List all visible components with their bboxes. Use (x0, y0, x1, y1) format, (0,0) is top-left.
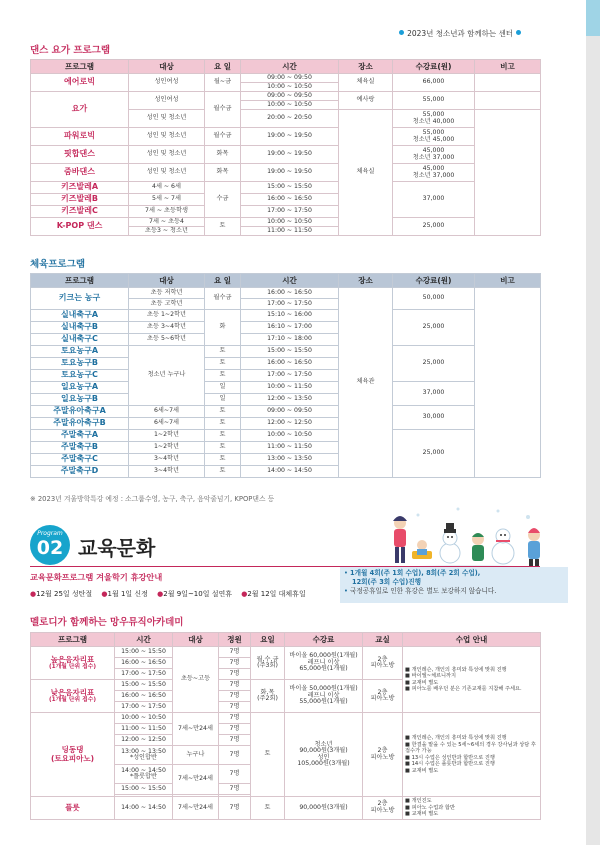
dot-icon (516, 30, 521, 35)
target: 성인 및 청소년 (129, 146, 205, 164)
fee (393, 164, 475, 182)
closure-date (30, 590, 92, 598)
time: 11:00 ~ 11:50 (241, 227, 339, 236)
fee-line: 청소년 37,000 (412, 171, 455, 179)
target: 초등 저학년 (129, 288, 205, 299)
program-badge (30, 525, 70, 565)
bullet-icon: ● (157, 590, 164, 598)
target: 초등 고학년 (129, 299, 205, 310)
day (251, 680, 285, 713)
fee-line: 90,000원(3개월) (299, 747, 348, 754)
capacity: 7명 (219, 680, 251, 691)
col-time: 시간 (115, 633, 173, 647)
day: 화목 (205, 146, 241, 164)
target: 7세 ~ 초등4 (129, 218, 205, 227)
time-text: *성인합반 (129, 754, 157, 761)
fee-line: 65,000원(1개월) (299, 665, 348, 673)
col-place: 장소 (339, 60, 393, 74)
time: 10:00 ~ 11:50 (241, 382, 339, 394)
day: 수금 (205, 182, 241, 218)
program-name: 파워로빅 (31, 128, 129, 146)
target: 청소년 누구나 (129, 346, 205, 406)
day: 토 (251, 797, 285, 820)
guide-item: ■ 개인레슨, 개인의 흥미와 특성에 맞춰 진행 (405, 666, 507, 673)
bullet-icon: • (344, 586, 350, 595)
program-name: 토요농구C (31, 370, 129, 382)
page-edge-band (586, 0, 600, 845)
target: 성인여성 (129, 92, 205, 110)
target: 7세~만24세 (173, 797, 219, 820)
time: 19:00 ~ 19:50 (241, 146, 339, 164)
target: 3~4학년 (129, 454, 205, 466)
guide-item: ■ 피아노 수업과 합반 (405, 804, 455, 811)
note (475, 92, 541, 110)
dot-icon (399, 30, 404, 35)
col-capacity: 정원 (219, 633, 251, 647)
day: 토 (205, 466, 241, 478)
fee-line: 45,000 (422, 147, 445, 154)
time: 11:00 ~ 11:50 (241, 442, 339, 454)
guide-text: 바이엘~체르니까지 (411, 673, 456, 679)
time: 16:00 ~ 16:50 (241, 194, 339, 206)
fee (285, 647, 363, 680)
col-note: 비고 (475, 60, 541, 74)
guide-item: ■ 교재비 별도 (405, 679, 439, 686)
closure-date-text: 1월 1일 신정 (107, 590, 148, 598)
day: 월수금 (205, 288, 241, 310)
program-name-text: 높은음자리표 (50, 654, 95, 664)
day: 일 (205, 394, 241, 406)
col-room: 교실 (363, 633, 403, 647)
header-tag (396, 28, 524, 39)
program-title: 교육문화 (78, 536, 156, 560)
fee (285, 713, 363, 797)
guide-text: 교재비 별도 (411, 767, 439, 774)
class-info-line (344, 587, 564, 596)
program-name: 주말유아축구A (31, 406, 129, 418)
day-text: 월,수,금 (256, 655, 279, 663)
day: 토 (205, 218, 241, 236)
capacity: 7명 (219, 784, 251, 795)
page-edge-tab (586, 0, 600, 36)
time: 15:00 ~ 15:50 (241, 182, 339, 194)
program-name: 줌바댄스 (31, 164, 129, 182)
time: 15:00 ~ 15:50 (241, 346, 339, 358)
time: 16:00 ~ 16:50 (115, 691, 173, 702)
time: 16:00 ~ 16:50 (241, 358, 339, 370)
program-name: 키즈발레A (31, 182, 129, 194)
day: 월수금 (205, 92, 241, 128)
program-name: 키즈발레B (31, 194, 129, 206)
fee: 25,000 (393, 218, 475, 236)
program-name: 일요농구A (31, 382, 129, 394)
capacity: 7명 (219, 702, 251, 713)
col-target: 대상 (173, 633, 219, 647)
col-time: 시간 (241, 274, 339, 288)
guide-item: ■ 13시 수업은 성인반과 합반으로 진행 (405, 754, 495, 761)
day: 토 (205, 358, 241, 370)
guide-text: 14시 수업은 플룻반과 합반으로 진행 (411, 761, 495, 767)
place: 체육관 (339, 288, 393, 478)
fee: 37,000 (393, 382, 475, 406)
time: 16:10 ~ 17:00 (241, 322, 339, 334)
fee-line: 55,000 (422, 129, 445, 136)
program-badge-number: 02 (36, 537, 64, 559)
fee (285, 680, 363, 713)
col-day: 요일 (251, 633, 285, 647)
day: 화목 (205, 164, 241, 182)
room (363, 797, 403, 820)
room-text: 피아노방 (370, 753, 395, 761)
program-name: 실내축구C (31, 334, 129, 346)
program-name-text: 딩동댕 (61, 745, 84, 754)
time: 17:00 ~ 17:50 (241, 299, 339, 310)
note (475, 74, 541, 92)
time: 10:00 ~ 10:50 (241, 430, 339, 442)
target: 3~4학년 (129, 466, 205, 478)
fee-line: 105,000원(3개월) (297, 760, 350, 767)
guide-text: 개인진도 (411, 798, 432, 804)
fee-line: 바이올 50,000원(1개월) (289, 685, 358, 693)
closure-date (157, 590, 232, 598)
col-program: 프로그램 (31, 274, 129, 288)
program-name: 토요농구A (31, 346, 129, 358)
col-target: 대상 (129, 274, 205, 288)
program-name: 키크는 농구 (31, 288, 129, 310)
program-sub: (1개월 단위 접수) (49, 697, 96, 703)
program-name: 키즈발레C (31, 206, 129, 218)
fee-line: 청소년 45,000 (412, 135, 455, 143)
class-info-text: 국정공휴일로 인한 휴강은 별도 보강하지 않습니다. (350, 586, 497, 595)
time-text: *플룻합반 (129, 773, 157, 780)
target: 초등3 ~ 청소년 (129, 227, 205, 236)
time: 16:00 ~ 16:50 (115, 658, 173, 669)
room (363, 713, 403, 797)
capacity: 7명 (219, 669, 251, 680)
program-sub: (토요피아노) (50, 753, 95, 763)
fee-line: 55,000 (422, 111, 445, 118)
time: 16:00 ~ 16:50 (241, 288, 339, 299)
note (475, 110, 541, 236)
time: 15:00 ~ 15:50 (115, 647, 173, 658)
col-day: 요 일 (205, 274, 241, 288)
day-text: 화,목 (260, 688, 275, 696)
day: 일 (205, 382, 241, 394)
guide (403, 647, 541, 713)
target: 성인 및 청소년 (129, 164, 205, 182)
target: 초등 3~4학년 (129, 322, 205, 334)
time: 12:00 ~ 13:50 (241, 394, 339, 406)
place: 체육실 (339, 74, 393, 92)
program-name: 핏합댄스 (31, 146, 129, 164)
guide-text: 교재비 별도 (411, 679, 439, 686)
program-name: 일요농구B (31, 394, 129, 406)
time: 14:00 ~ 14:50 (241, 466, 339, 478)
capacity: 7명 (219, 658, 251, 669)
col-time: 시간 (241, 60, 339, 74)
day-text: (주2회) (257, 695, 278, 702)
room (363, 647, 403, 680)
dance-section-title: 댄스 요가 프로그램 (30, 45, 111, 56)
bullet-icon: ● (241, 590, 248, 598)
day: 토 (205, 430, 241, 442)
col-fee: 수강료(원) (393, 274, 475, 288)
target: 초등 1~2학년 (129, 310, 205, 322)
note (475, 288, 541, 478)
program-name: 주말유아축구B (31, 418, 129, 430)
target: 4세 ~ 6세 (129, 182, 205, 194)
time: 19:00 ~ 19:50 (241, 128, 339, 146)
target: 7세 ~ 초등학생 (129, 206, 205, 218)
time: 17:00 ~ 17:50 (241, 206, 339, 218)
time: 19:00 ~ 19:50 (241, 164, 339, 182)
program-name: 에어로빅 (31, 74, 129, 92)
room-text: 2층 (377, 688, 388, 696)
time: 17:00 ~ 17:50 (115, 702, 173, 713)
col-program: 프로그램 (31, 633, 115, 647)
fee: 30,000 (393, 406, 475, 430)
day (251, 647, 285, 680)
time: 14:00 ~ 14:50 (115, 797, 173, 820)
program-name: 토요농구B (31, 358, 129, 370)
fee: 66,000 (393, 74, 475, 92)
time: 09:00 ~ 09:50 (241, 406, 339, 418)
capacity: 7명 (219, 691, 251, 702)
time-text: 13:00 ~ 13:50 (121, 747, 166, 755)
program-name: 요가 (31, 92, 129, 128)
day: 월~금 (205, 74, 241, 92)
fee (393, 128, 475, 146)
room-text: 2층 (377, 747, 388, 754)
target: 초등 5~6학년 (129, 334, 205, 346)
guide-text: 피아노 수업과 합반 (411, 804, 455, 811)
target: 초등~고등 (173, 647, 219, 713)
day: 토 (205, 346, 241, 358)
fee: 50,000 (393, 288, 475, 310)
capacity: 7명 (219, 797, 251, 820)
program-name: 실내축구A (31, 310, 129, 322)
program-name: 주말축구D (31, 466, 129, 478)
fee-line: 청소년 37,000 (412, 153, 455, 161)
guide-item: ■ 14시 수업은 플룻반과 합반으로 진행 (405, 761, 495, 767)
col-day: 요 일 (205, 60, 241, 74)
day: 토 (205, 418, 241, 430)
fee-line: 바이올 60,000원(1개월) (289, 652, 358, 660)
guide (403, 797, 541, 820)
guide-text: 교재비 별도 (411, 811, 439, 817)
time: 20:00 ~ 20:50 (241, 110, 339, 128)
program-name: 주말축구B (31, 442, 129, 454)
capacity: 7명 (219, 724, 251, 735)
header-tag-text: 2023년 청소년과 함께하는 센터 (407, 29, 513, 38)
target: 6세~7세 (129, 406, 205, 418)
program-name (31, 647, 115, 680)
fee-line: 청소년 40,000 (412, 117, 455, 125)
target: 성인 및 청소년 (129, 128, 205, 146)
target: 1~2학년 (129, 430, 205, 442)
day-text: (주3회) (257, 662, 278, 669)
closure-dates (30, 589, 313, 599)
guide (403, 713, 541, 797)
day: 토 (205, 406, 241, 418)
melody-table (30, 632, 541, 820)
fee: 55,000 (393, 92, 475, 110)
guide-item: ■ 피아노를 배우던 분은 기존교재를 지참해 주세요. (405, 686, 522, 692)
time: 17:00 ~ 17:50 (241, 370, 339, 382)
program-name: 실내축구B (31, 322, 129, 334)
fee-line: 45,000 (422, 165, 445, 172)
room-text: 2층 (377, 655, 388, 663)
guide-text: 개인레슨, 개인의 흥미와 특성에 맞춰 진행 (411, 666, 507, 673)
bullet-icon: ● (30, 590, 37, 598)
target: 6세~7세 (129, 418, 205, 430)
bullet-icon: ● (101, 590, 108, 598)
program-name: 주말축구C (31, 454, 129, 466)
fee: 90,000원(3개월) (285, 797, 363, 820)
fee-line: 성인 (317, 753, 330, 761)
melody-section-title: 멜로디가 함께하는 망우뮤직아카데미 (30, 617, 184, 628)
program-name (31, 680, 115, 713)
sports-note: ※ 2023년 겨울방학특강 예정 : 소그룹수영, 농구, 축구, 음악줄넘기, KPOP댄스 등 (30, 495, 275, 503)
time: 11:00 ~ 11:50 (115, 724, 173, 735)
col-target: 대상 (129, 60, 205, 74)
program-badge-label: Program (37, 530, 63, 537)
class-info-box (340, 567, 568, 603)
closure-date-text: 12월 25일 성탄절 (36, 590, 93, 598)
day: 월수금 (205, 128, 241, 146)
time: 10:00 ~ 10:50 (115, 713, 173, 724)
bullet-icon: • (344, 569, 350, 577)
fee: 25,000 (393, 310, 475, 346)
fee: 25,000 (393, 430, 475, 478)
guide-text: 한결을 맡을 수 있는 5세~6세의 경우 강사님과 상담 후 접수가 가능 (405, 741, 536, 754)
dance-table (30, 59, 541, 236)
col-program: 프로그램 (31, 60, 129, 74)
fee-line: 55,000원(1개월) (299, 698, 348, 706)
time: 15:10 ~ 16:00 (241, 310, 339, 322)
day: 토 (205, 370, 241, 382)
target: 1~2학년 (129, 442, 205, 454)
target: 7세~만24세 (173, 713, 219, 746)
time-text: 14:00 ~ 14:50 (121, 766, 166, 774)
target: 성인여성 (129, 74, 205, 92)
fee (393, 146, 475, 164)
col-note: 비고 (475, 274, 541, 288)
target: 누구나 (173, 746, 219, 765)
room (363, 680, 403, 713)
col-place: 장소 (339, 274, 393, 288)
capacity: 7명 (219, 735, 251, 746)
time: 15:00 ~ 15:50 (115, 680, 173, 691)
guide-item: ■ 바이엘~체르니까지 (405, 673, 456, 679)
fee (393, 110, 475, 128)
program-name: 주말축구A (31, 430, 129, 442)
time: 09:00 ~ 09:50 (241, 74, 339, 83)
class-info-text: 12회(주 3회 수업)진행 (352, 577, 421, 586)
fee-line: 청소년 (314, 740, 333, 748)
guide-text: 피아노를 배우던 분은 기존교재를 지참해 주세요. (411, 686, 522, 692)
capacity: 7명 (219, 713, 251, 724)
room-text: 피아노방 (370, 662, 395, 669)
closure-date-text: 2월 9일~10일 설연휴 (163, 590, 232, 598)
time: 13:00 ~ 13:50 (241, 454, 339, 466)
guide-item: ■ 한결을 맡을 수 있는 5세~6세의 경우 강사님과 상담 후 접수가 가능 (405, 741, 536, 754)
winter-children-illustration (378, 505, 556, 575)
guide-item: ■ 교재비 별도 (405, 811, 439, 817)
guide-text: 13시 수업은 성인반과 합반으로 진행 (411, 754, 495, 761)
program-name-text: 낮은음자리표 (50, 687, 95, 697)
time: 17:10 ~ 18:00 (241, 334, 339, 346)
time: 09:00 ~ 09:50 (241, 92, 339, 101)
sports-section-title: 체육프로그램 (30, 259, 86, 270)
guide-item: ■ 개인진도 (405, 798, 432, 804)
closure-date-text: 2월 12일 대체휴일 (247, 590, 306, 598)
time: 12:00 ~ 12:50 (241, 418, 339, 430)
sports-table (30, 273, 541, 478)
time (115, 765, 173, 784)
day: 토 (205, 442, 241, 454)
program-sub: (1개월 단위 접수) (49, 664, 96, 670)
guide-item: ■ 교재비 별도 (405, 767, 439, 774)
col-fee: 수강료(원) (393, 60, 475, 74)
guide-item: ■ 개인레슨, 개인의 흥미와 특성에 맞춰 진행 (405, 735, 507, 741)
time: 12:00 ~ 12:50 (115, 735, 173, 746)
closure-notice (30, 566, 540, 602)
target: 성인 및 청소년 (129, 110, 205, 128)
closure-notice-title: 교육문화프로그램 겨울학기 휴강안내 (30, 572, 163, 582)
time: 10:00 ~ 10:50 (241, 83, 339, 92)
fee-line: 레프니 이상 (307, 658, 340, 666)
fee-line: 레프니 이상 (307, 691, 340, 699)
program-name (31, 713, 115, 797)
capacity: 7명 (219, 765, 251, 784)
day: 토 (251, 713, 285, 797)
time (115, 746, 173, 765)
room-text: 피아노방 (370, 695, 395, 702)
room-text: 2층 (377, 800, 388, 808)
col-fee: 수강료 (285, 633, 363, 647)
target: 5세 ~ 7세 (129, 194, 205, 206)
target: 7세~만24세 (173, 765, 219, 795)
class-info-line (344, 569, 564, 578)
time: 10:00 ~ 10:50 (241, 218, 339, 227)
capacity: 7명 (219, 746, 251, 765)
fee: 37,000 (393, 182, 475, 218)
guide-text: 개인레슨, 개인의 흥미와 특성에 맞춰 진행 (411, 735, 507, 741)
class-info-text: 1개월 4회(주 1회 수업), 8회(주 2회 수업), (350, 569, 481, 577)
time: 15:00 ~ 15:50 (115, 784, 173, 795)
closure-date (241, 590, 306, 598)
col-guide: 수업 안내 (403, 633, 541, 647)
time: 17:00 ~ 17:50 (115, 669, 173, 680)
day: 화 (205, 310, 241, 346)
place: 예사랑 (339, 92, 393, 110)
program-name: 플룻 (31, 797, 115, 820)
room-text: 피아노방 (370, 806, 395, 814)
closure-date (101, 590, 148, 598)
day: 토 (205, 454, 241, 466)
fee: 25,000 (393, 346, 475, 382)
capacity: 7명 (219, 647, 251, 658)
place: 체육실 (339, 110, 393, 236)
time: 10:00 ~ 10:50 (241, 101, 339, 110)
program-name: K-POP 댄스 (31, 218, 129, 236)
